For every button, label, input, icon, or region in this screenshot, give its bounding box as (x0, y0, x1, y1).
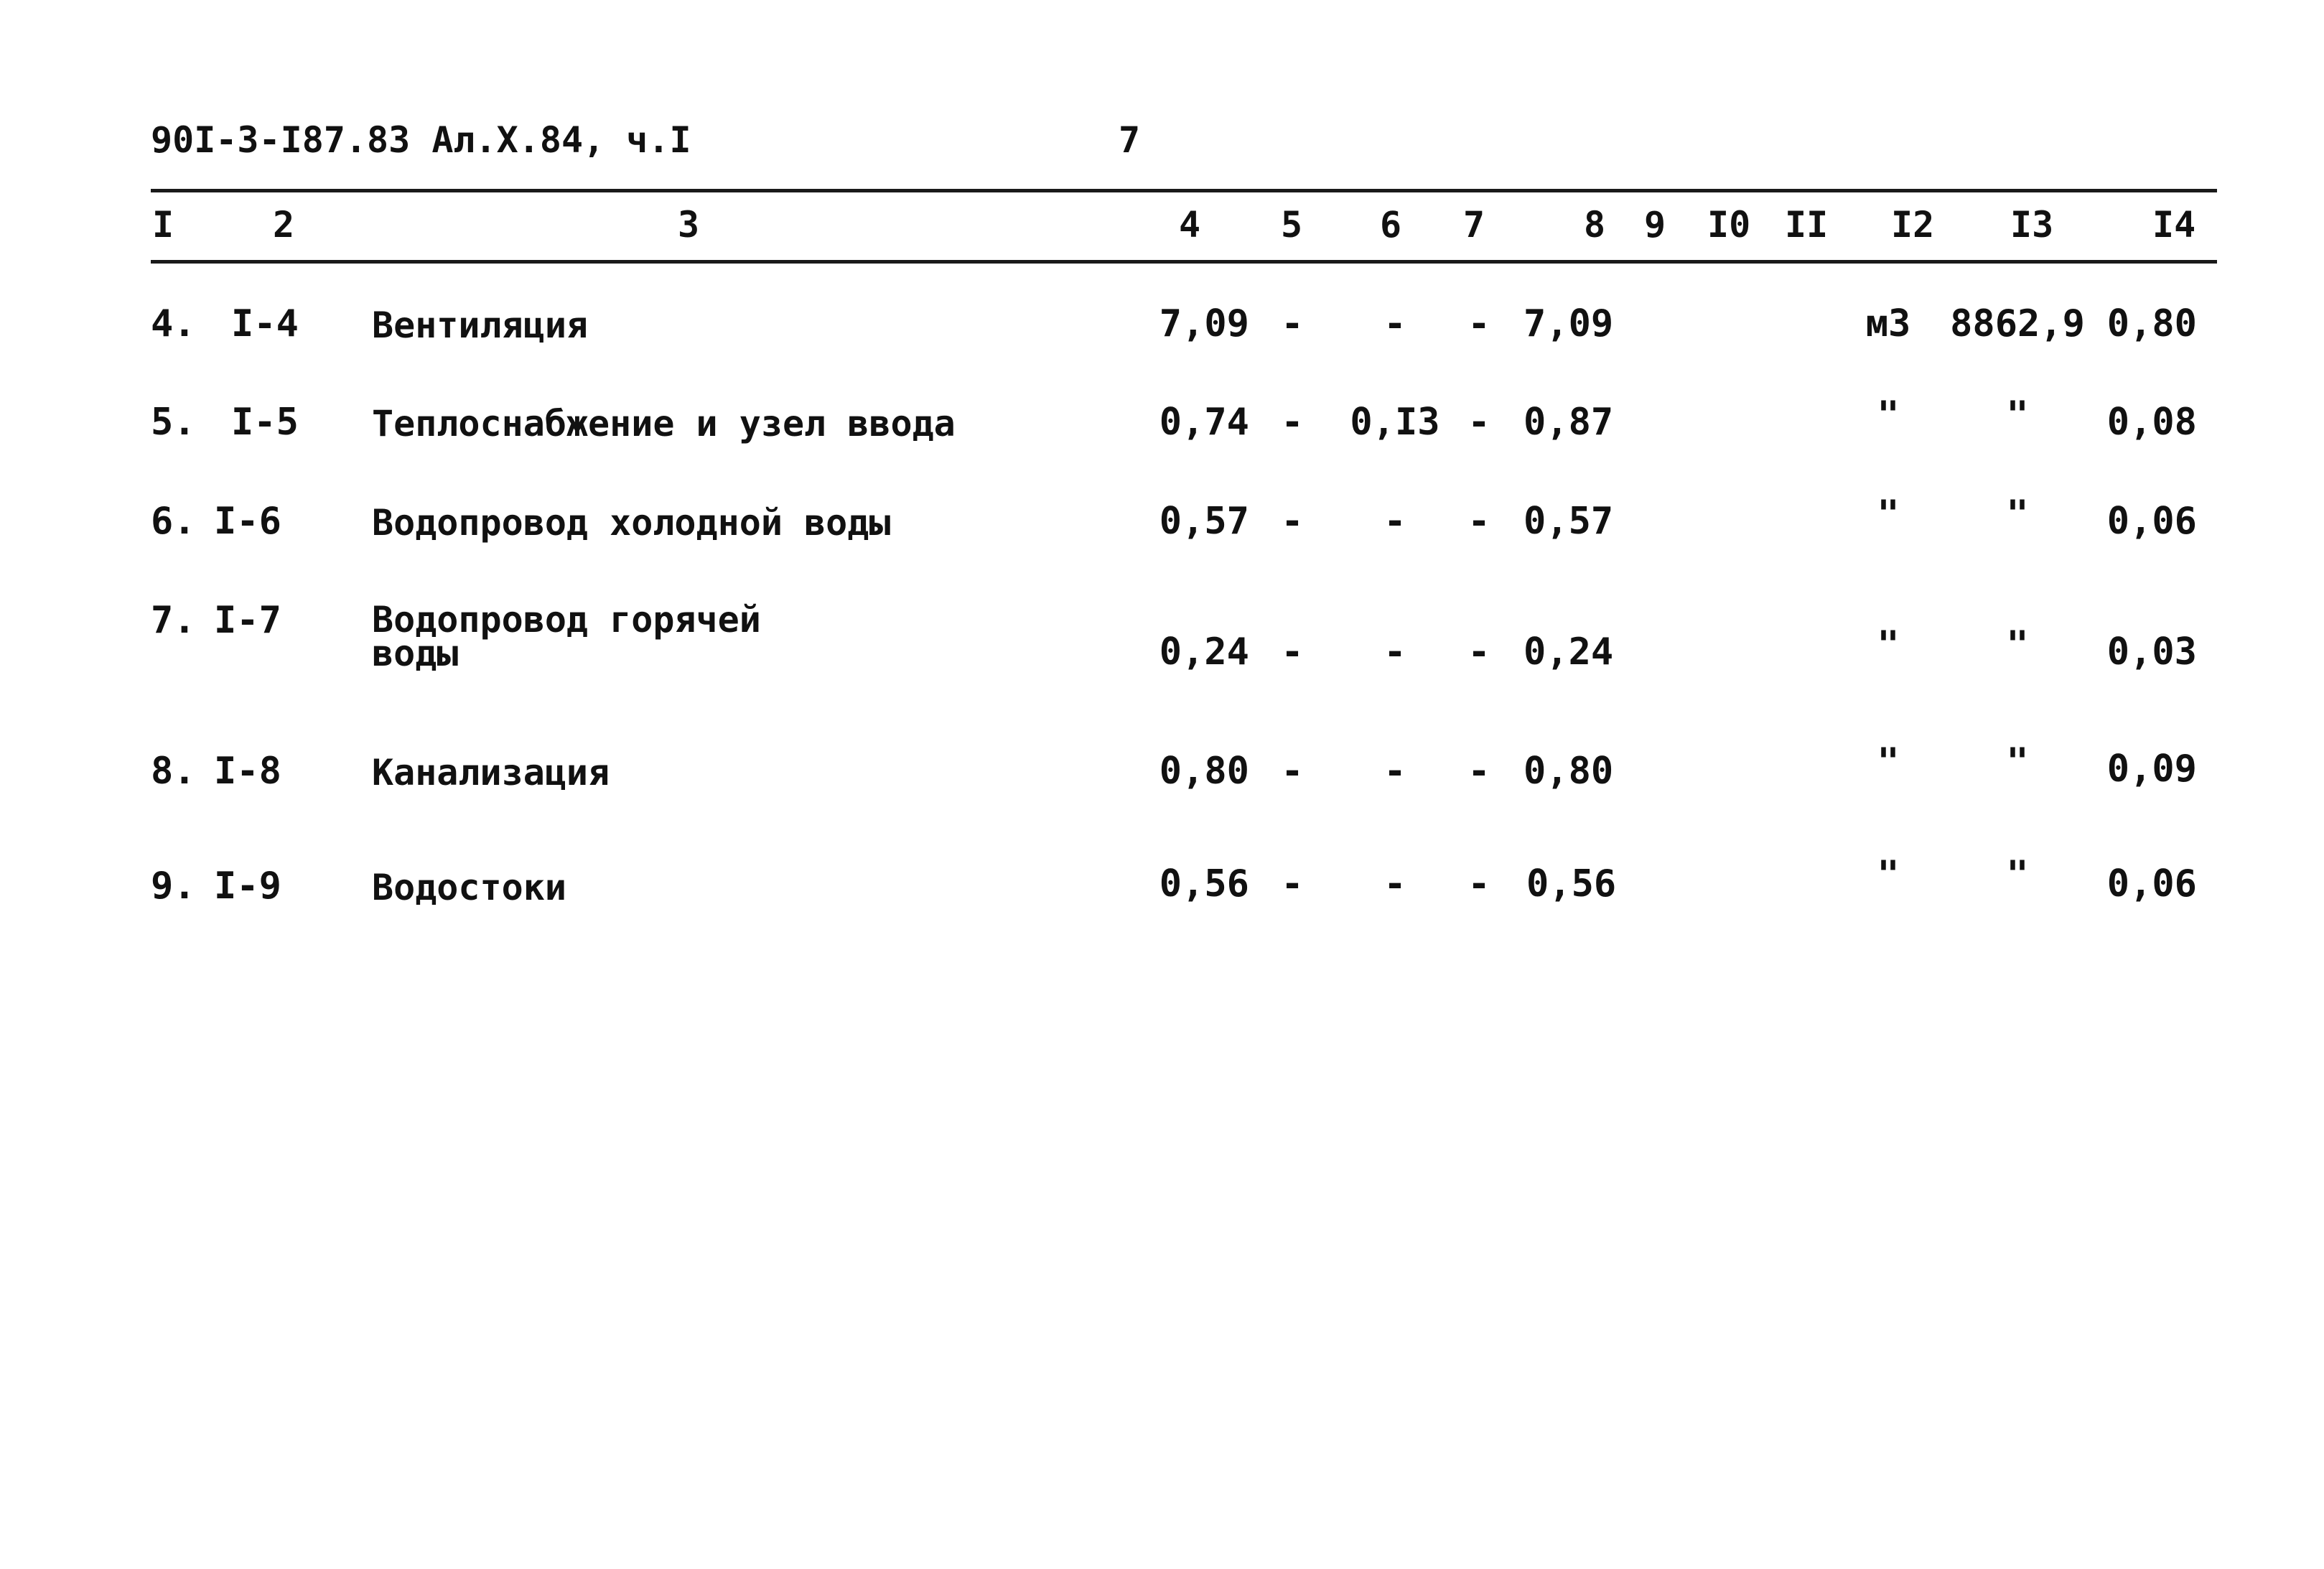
column-header-4: 4 (1179, 204, 1201, 246)
column-header-7: 7 (1463, 204, 1485, 246)
cell-col6: 0,I3 (1350, 401, 1440, 444)
column-header-13: I3 (2010, 204, 2054, 246)
header-bottom-rule (151, 260, 2217, 264)
column-header-11: II (1785, 204, 1829, 246)
cell-col8: 0,24 (1523, 630, 1614, 674)
table-top-rule (151, 189, 2217, 192)
cell-col12: " (1877, 394, 1900, 437)
row-name-line-1: Водопровод горячей (372, 599, 761, 641)
column-header-8: 8 (1584, 204, 1606, 246)
cell-col7: - (1467, 750, 1490, 793)
cell-col5: - (1281, 630, 1304, 674)
row-name-line-2: воды (372, 633, 459, 674)
cell-col14: 0,06 (2106, 862, 2197, 905)
row-name: Водопровод холодной воды (372, 502, 891, 544)
column-header-6: 6 (1380, 204, 1402, 246)
cell-col12: " (1877, 740, 1900, 783)
cell-col13: " (2006, 394, 2029, 437)
cell-col8: 7,09 (1523, 302, 1614, 345)
cell-col5: - (1281, 302, 1304, 345)
row-number: 8. (151, 750, 196, 793)
row-code: I-4 (231, 302, 299, 345)
cell-col13: " (2006, 493, 2029, 536)
cell-col14: 0,03 (2106, 630, 2197, 674)
cell-col12: " (1877, 623, 1900, 666)
cell-col5: - (1281, 750, 1304, 793)
cell-col5: - (1281, 401, 1304, 444)
cell-col13: 8862,9 (1950, 302, 2085, 345)
cell-col8: 0,56 (1526, 862, 1617, 905)
cell-col7: - (1467, 302, 1490, 345)
cell-col4: 0,24 (1159, 630, 1249, 674)
column-header-1: I (152, 204, 174, 246)
cell-col14: 0,80 (2106, 302, 2197, 345)
row-name: Вентиляция (372, 304, 589, 346)
row-number: 4. (151, 302, 196, 345)
column-header-10: I0 (1707, 204, 1751, 246)
column-header-3: 3 (678, 204, 700, 246)
row-code: I-5 (231, 401, 299, 444)
cell-col13: " (2006, 853, 2029, 896)
cell-col8: 0,80 (1523, 750, 1614, 793)
cell-col4: 0,56 (1159, 862, 1249, 905)
cell-col6: - (1383, 302, 1406, 345)
cell-col7: - (1467, 401, 1490, 444)
cell-col6: - (1383, 500, 1406, 543)
page-number: 7 (1119, 119, 1141, 161)
cell-col4: 0,80 (1159, 750, 1249, 793)
cell-col12: " (1877, 853, 1900, 896)
cell-col6: - (1383, 750, 1406, 793)
cell-col7: - (1467, 630, 1490, 674)
cell-col4: 0,57 (1159, 500, 1249, 543)
cell-col14: 0,08 (2106, 401, 2197, 444)
cell-col13: " (2006, 740, 2029, 783)
row-name: Теплоснабжение и узел ввода (372, 403, 956, 444)
row-code: I-8 (214, 750, 281, 793)
cell-col14: 0,06 (2106, 500, 2197, 543)
column-header-5: 5 (1281, 204, 1303, 246)
column-header-2: 2 (273, 204, 295, 246)
cell-col8: 0,87 (1523, 401, 1614, 444)
cell-col6: - (1383, 862, 1406, 905)
column-header-14: I4 (2152, 204, 2196, 246)
cell-col4: 0,74 (1159, 401, 1249, 444)
cell-col5: - (1281, 500, 1304, 543)
row-name: Канализация (372, 752, 610, 793)
row-name: Водостоки (372, 867, 566, 908)
cell-col12: " (1877, 493, 1900, 536)
row-number: 7. (151, 599, 196, 642)
row-code: I-7 (214, 599, 281, 642)
row-number: 9. (151, 865, 196, 908)
cell-col8: 0,57 (1523, 500, 1614, 543)
document-code: 90I-3-I87.83 Ал.X.84, ч.I (151, 119, 691, 161)
cell-col7: - (1467, 862, 1490, 905)
cell-col5: - (1281, 862, 1304, 905)
cell-col6: - (1383, 630, 1406, 674)
cell-col12: м3 (1865, 302, 1911, 345)
column-header-9: 9 (1644, 204, 1666, 246)
row-code: I-6 (214, 500, 281, 543)
row-number: 5. (151, 401, 196, 444)
row-code: I-9 (214, 865, 281, 908)
cell-col7: - (1467, 500, 1490, 543)
cell-col13: " (2006, 623, 2029, 666)
row-number: 6. (151, 500, 196, 543)
cell-col14: 0,09 (2106, 748, 2197, 791)
cell-col4: 7,09 (1159, 302, 1249, 345)
column-header-12: I2 (1891, 204, 1935, 246)
